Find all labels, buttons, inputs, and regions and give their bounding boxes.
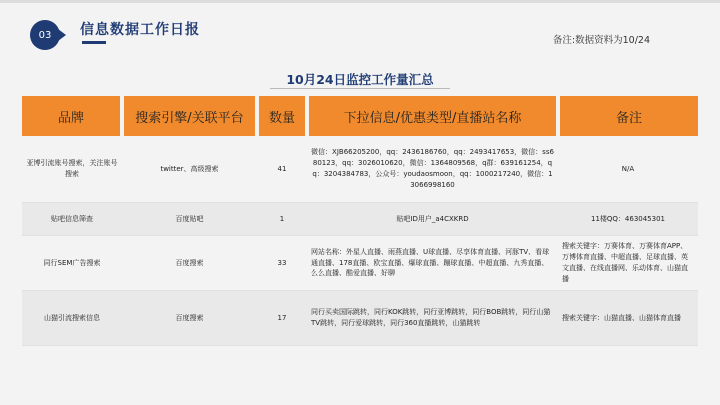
cell-count: 17 — [257, 291, 307, 346]
cell-remark: 搜索关键字：山猫直播、山猫体育直播 — [558, 291, 698, 346]
cell-info: 贴吧ID用户_a4CXKRD — [307, 203, 558, 236]
workload-table — [22, 96, 698, 346]
cell-brand: 同行SEM广告搜索 — [22, 236, 122, 291]
table-row — [22, 236, 698, 291]
cell-remark: N/A — [558, 136, 698, 203]
column-header-info: 下拉信息/优惠类型/直播站名称 — [307, 96, 558, 136]
cell-brand: 亚博引流账号搜索，关注账号搜索 — [22, 136, 122, 203]
top-border — [0, 0, 720, 3]
cell-info: 同行买卖国际跳转，同行KOK跳转，同行亚博跳转，同行BOB跳转，同行山猫TV跳转，同行爱球跳转，同行360直播跳转，山猫跳转 — [307, 291, 558, 346]
column-header-platform: 搜索引擎/关联平台 — [122, 96, 257, 136]
column-header-count: 数量 — [257, 96, 307, 136]
cell-platform: 百度搜索 — [122, 236, 257, 291]
cell-brand: 贴吧信息筛查 — [22, 203, 122, 236]
cell-count: 1 — [257, 203, 307, 236]
cell-platform: 百度贴吧 — [122, 203, 257, 236]
column-header-remark: 备注 — [558, 96, 698, 136]
cell-info: 网站名称：外星人直播、雨燕直播、U球直播、尽享体育直播、河豚TV、看球通直播、178直播、欧宝直播、爆球直播、蹦球直播、中超直播、九秀直播、么么直播、酷爱直播、好聊 — [307, 236, 558, 291]
page-title: 信息数据工作日报 — [80, 22, 200, 38]
table-title-divider — [270, 88, 450, 89]
cell-brand: 山猫引流搜索信息 — [22, 291, 122, 346]
table-title: 10月24日监控工作量汇总 — [286, 72, 434, 87]
data-note: 备注:数据资料为10/24 — [552, 35, 650, 46]
cell-platform: 百度搜索 — [122, 291, 257, 346]
badge-arrow-icon — [58, 29, 66, 41]
cell-info: 微信：XJB66205200，qq：2436186760，qq：2493417653，微信：ss680123，qq：3026010620，微信：1364809568，q群：639161254，qq：3204384783，公众号：youdaosmoon，qq：1000217240，微信：13066998160 — [307, 136, 558, 203]
cell-count: 41 — [257, 136, 307, 203]
table-row — [22, 136, 698, 203]
column-header-brand: 品牌 — [22, 96, 122, 136]
title-underline — [82, 41, 106, 44]
table-header-row — [22, 96, 698, 136]
section-number-badge — [30, 20, 60, 50]
cell-remark: 11楼QQ：463045301 — [558, 203, 698, 236]
cell-remark: 搜索关键字：万赛体育、万赛体育APP、万博体育直播、中超直播、足球直播、英文直播、在线直播网、乐动体育、山猫直播 — [558, 236, 698, 291]
cell-platform: twitter、高级搜索 — [122, 136, 257, 203]
cell-count: 33 — [257, 236, 307, 291]
table-row — [22, 291, 698, 346]
table-row — [22, 203, 698, 236]
section-number: 03 — [38, 29, 52, 41]
